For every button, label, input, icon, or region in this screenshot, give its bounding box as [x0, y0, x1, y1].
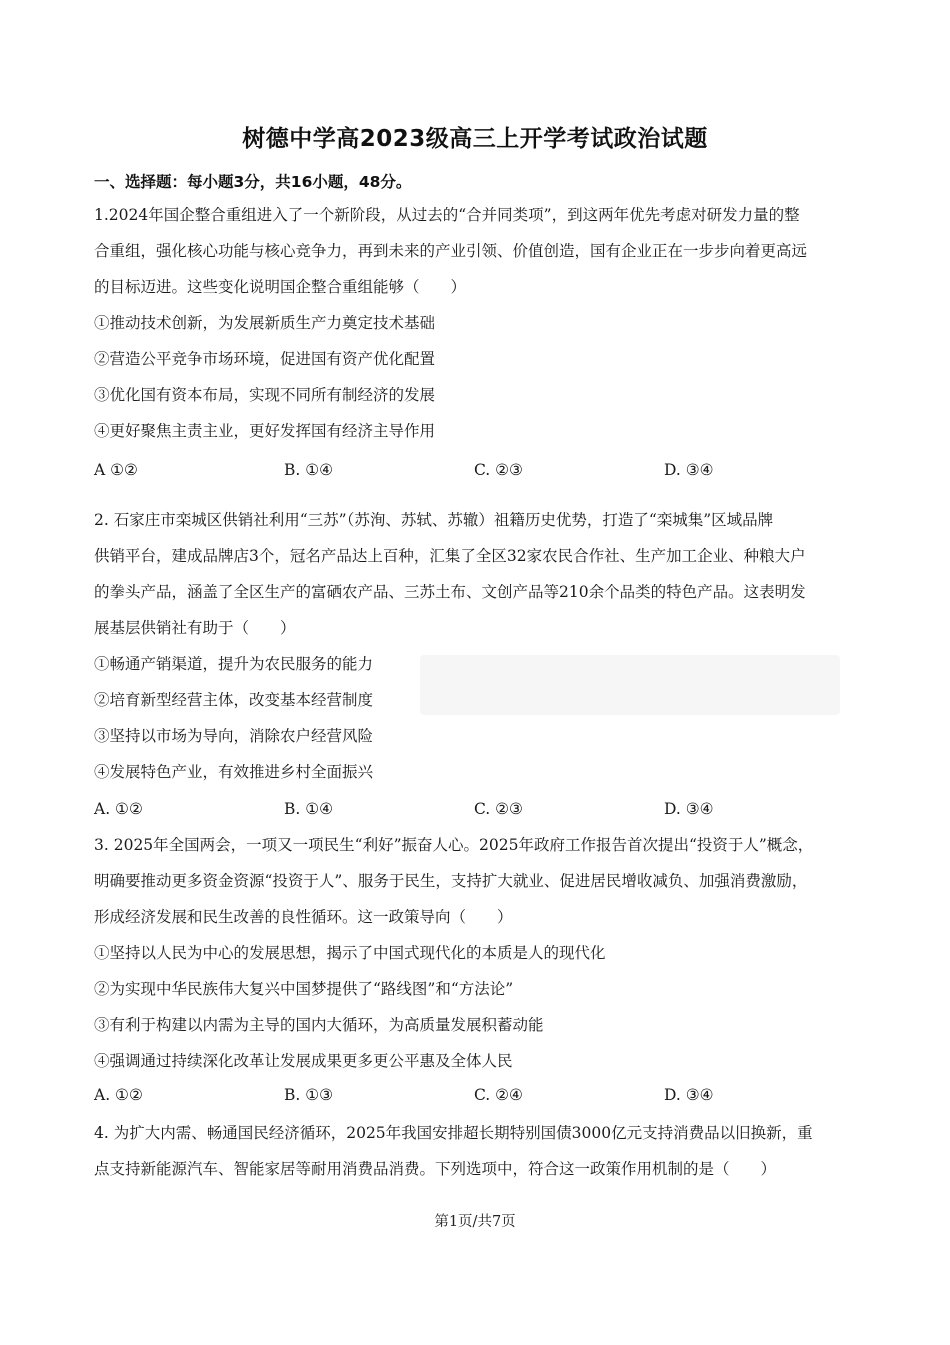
question-3-item: ①坚持以人民为中心的发展思想，揭示了中国式现代化的本质是人的现代化	[94, 944, 606, 962]
question-4-line: 4. 为扩大内需、畅通国民经济循环，2025年我国安排超长期特别国债3000亿元支持消费品以旧换新，重	[94, 1124, 813, 1142]
question-3-item: ②为实现中华民族伟大复兴中国梦提供了“路线图”和“方法论”	[94, 980, 514, 998]
option-d[interactable]: D. ③④	[664, 461, 714, 479]
question-3	[94, 827, 864, 1079]
option-b[interactable]: B. ①④	[284, 800, 334, 818]
question-2-item: ②培育新型经营主体，改变基本经营制度	[94, 691, 374, 709]
option-a[interactable]: A ①②	[94, 461, 138, 479]
option-c[interactable]: C. ②③	[474, 461, 523, 479]
question-3-line: 3. 2025年全国两会，一项又一项民生“利好”振奋人心。2025年政府工作报告首次提出“投资于人”概念，	[94, 836, 814, 854]
question-3-options	[94, 1077, 864, 1113]
page-title: 树德中学高2023级高三上开学考试政治试题	[242, 126, 708, 152]
question-2-item: ①畅通产销渠道，提升为农民服务的能力	[94, 655, 374, 673]
option-d[interactable]: D. ③④	[664, 1086, 714, 1104]
question-1-line: 1.2024年国企整合重组进入了一个新阶段，从过去的“合并同类项”，到这两年优先考虑对研发力量的整	[94, 206, 800, 224]
section-heading: 一、选择题：每小题3分，共16小题，48分。	[94, 173, 412, 191]
question-2-item: ④发展特色产业，有效推进乡村全面振兴	[94, 763, 374, 781]
question-3-line: 明确要推动更多资金资源“投资于人”、服务于民生，支持扩大就业、促进居民增收减负、加强消费激励，	[94, 872, 808, 890]
question-1-line: 的目标迈进。这些变化说明国企整合重组能够（ ）	[94, 278, 467, 296]
question-2-options	[94, 791, 864, 827]
question-2-item: ③坚持以市场为导向，消除农户经营风险	[94, 727, 374, 745]
question-1-item: ④更好聚焦主责主业，更好发挥国有经济主导作用	[94, 422, 436, 440]
question-2	[94, 502, 864, 790]
question-3-item: ④强调通过持续深化改革让发展成果更多更公平惠及全体人民	[94, 1052, 513, 1070]
page-number: 第1页/共7页	[434, 1214, 516, 1230]
option-a[interactable]: A. ①②	[94, 1086, 143, 1104]
question-1-item: ②营造公平竞争市场环境，促进国有资产优化配置	[94, 350, 436, 368]
option-a[interactable]: A. ①②	[94, 800, 143, 818]
question-2-line: 展基层供销社有助于（ ）	[94, 619, 296, 637]
question-1-line: 合重组，强化核心功能与核心竞争力，再到未来的产业引领、价值创造，国有企业正在一步步向着更高远	[94, 242, 808, 260]
option-b[interactable]: B. ①③	[284, 1086, 334, 1104]
option-d[interactable]: D. ③④	[664, 800, 714, 818]
option-c[interactable]: C. ②③	[474, 800, 523, 818]
question-4-line: 点支持新能源汽车、智能家居等耐用消费品消费。下列选项中，符合这一政策作用机制的是（ ）	[94, 1160, 777, 1178]
question-3-item: ③有利于构建以内需为主导的国内大循环，为高质量发展积蓄动能	[94, 1016, 544, 1034]
question-1-item: ①推动技术创新，为发展新质生产力奠定技术基础	[94, 314, 436, 332]
question-1-item: ③优化国有资本布局，实现不同所有制经济的发展	[94, 386, 436, 404]
option-c[interactable]: C. ②④	[474, 1086, 523, 1104]
question-1	[94, 197, 864, 449]
question-3-line: 形成经济发展和民生改善的良性循环。这一政策导向（ ）	[94, 908, 513, 926]
question-2-line: 2. 石家庄市栾城区供销社利用“三苏”（苏洵、苏轼、苏辙）祖籍历史优势，打造了“栾城集”区域品牌	[94, 511, 774, 529]
question-1-options	[94, 452, 864, 488]
question-4	[94, 1115, 864, 1187]
question-2-line: 供销平台，建成品牌店3个，冠名产品达上百种，汇集了全区32家农民合作社、生产加工企业、种粮大户	[94, 547, 806, 565]
option-b[interactable]: B. ①④	[284, 461, 334, 479]
question-2-line: 的拳头产品，涵盖了全区生产的富硒农产品、三苏土布、文创产品等210余个品类的特色产品。这表明发	[94, 583, 806, 601]
